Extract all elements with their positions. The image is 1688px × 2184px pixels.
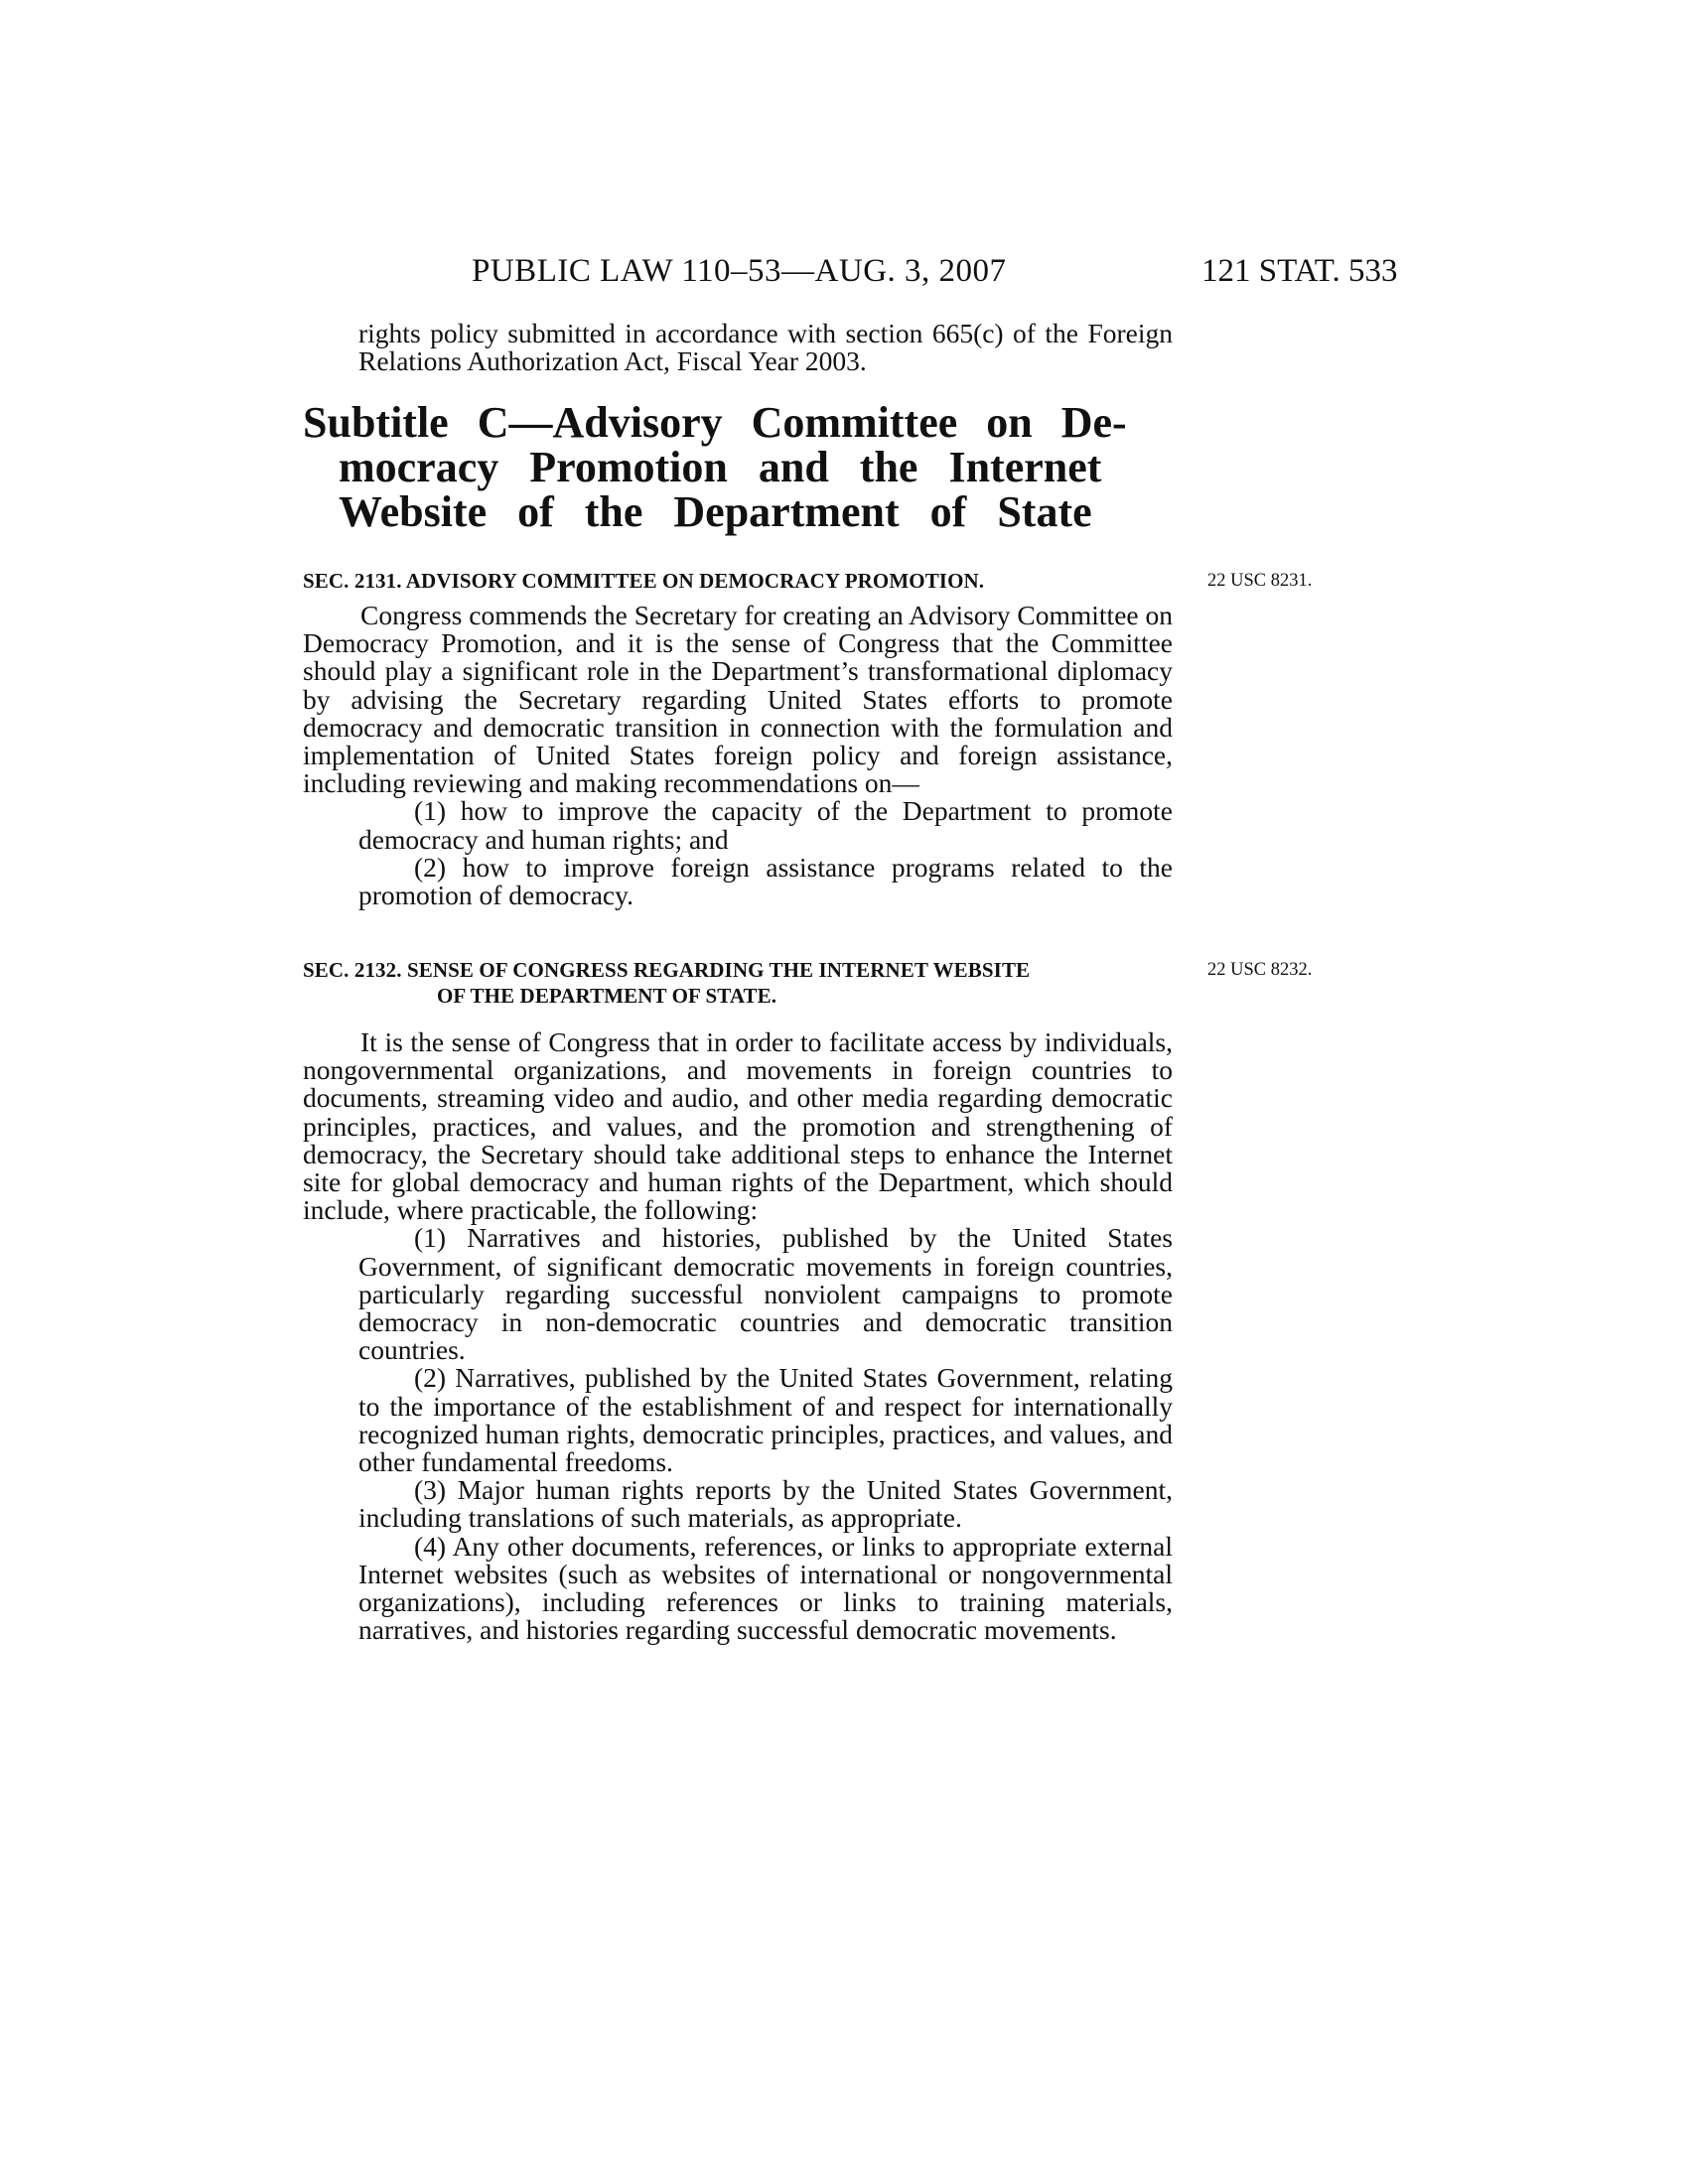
subtitle-line-3: Website of the Department of State [339,487,1092,536]
continuation-paragraph [303,320,1173,375]
section-2131-body: Congress commends the Secretary for creating an Advisory Committee on Democracy Promotion, and it is the sense of Congress that the Committee should play a significant role in the Department’s transformational diplomacy by advising the Secretary regarding United States efforts to promote democracy and democratic transition in connection with the formulation and implementation of United States foreign policy and foreign assistance, including reviewing and making recommendations on— [303,600,1173,799]
section-2132-body: It is the sense of Congress that in order to facilitate access by individuals, nongovernmental organizations, and movements in foreign countries to documents, streaming video and audio, and other media regarding democratic principles, practices, and values, and the promotion and strengthening of democracy, the Secretary should take additional steps to enhance the Internet site for global democracy and human rights of the Department, which should include, where practicable, the following: [303,1026,1173,1226]
stat-page-number: 121 STAT. 533 [1201,253,1398,289]
section-2132-item-4: (4) Any other documents, references, or links to appropriate external Internet websites (such as websites of international or nongovernmental organizations), including references or links to training materials, narratives, and histories regarding successful democratic movements. [358,1530,1173,1646]
section-2132 [303,957,1173,1644]
section-2132-item-3: (3) Major human rights reports by the United States Government, including translations of such materials, as appropriate. [358,1474,1173,1534]
section-2132-heading-line-2: OF THE DEPARTMENT OF STATE. [437,984,777,1008]
section-2131-item-2: (2) how to improve foreign assistance programs related to the promotion of democracy. [358,851,1173,911]
subtitle-heading [303,400,1177,534]
section-2131-item-1: (1) how to improve the capacity of the Department to promote democracy and human rights; and [358,795,1173,855]
section-2132-heading-line-1: SEC. 2132. SENSE OF CONGRESS REGARDING THE INTERNET WEBSITE [303,958,1031,982]
subtitle-line-2: mocracy Promotion and the Internet [339,443,1102,491]
section-2132-heading [303,957,1173,1009]
section-2132-item-2: (2) Narratives, published by the United States Government, relating to the importance of the establishment of and respect for internationally recognized human rights, democratic principles, practices, and values, and other fundamental freedoms. [358,1362,1173,1478]
section-2131-heading: SEC. 2131. ADVISORY COMMITTEE ON DEMOCRACY PROMOTION. [303,569,985,593]
margin-note-2131: 22 USC 8231. [1207,571,1313,591]
continuation-text: rights policy submitted in accordance with section 665(c) of the Foreign Relations Authorization Act, Fiscal Year 2003. [358,318,1173,377]
section-2132-item-1: (1) Narratives and histories, published by the United States Government, of significant democratic movements in foreign countries, particularly regarding successful nonviolent campaigns to promote democracy in non-democratic countries and democratic transition countries. [358,1222,1173,1366]
margin-note-2132: 22 USC 8232. [1207,960,1313,980]
subtitle-line-1: Subtitle C—Advisory Committee on De- [303,398,1127,447]
running-head: PUBLIC LAW 110–53—AUG. 3, 2007 [472,253,1007,289]
section-2131 [303,568,1173,909]
